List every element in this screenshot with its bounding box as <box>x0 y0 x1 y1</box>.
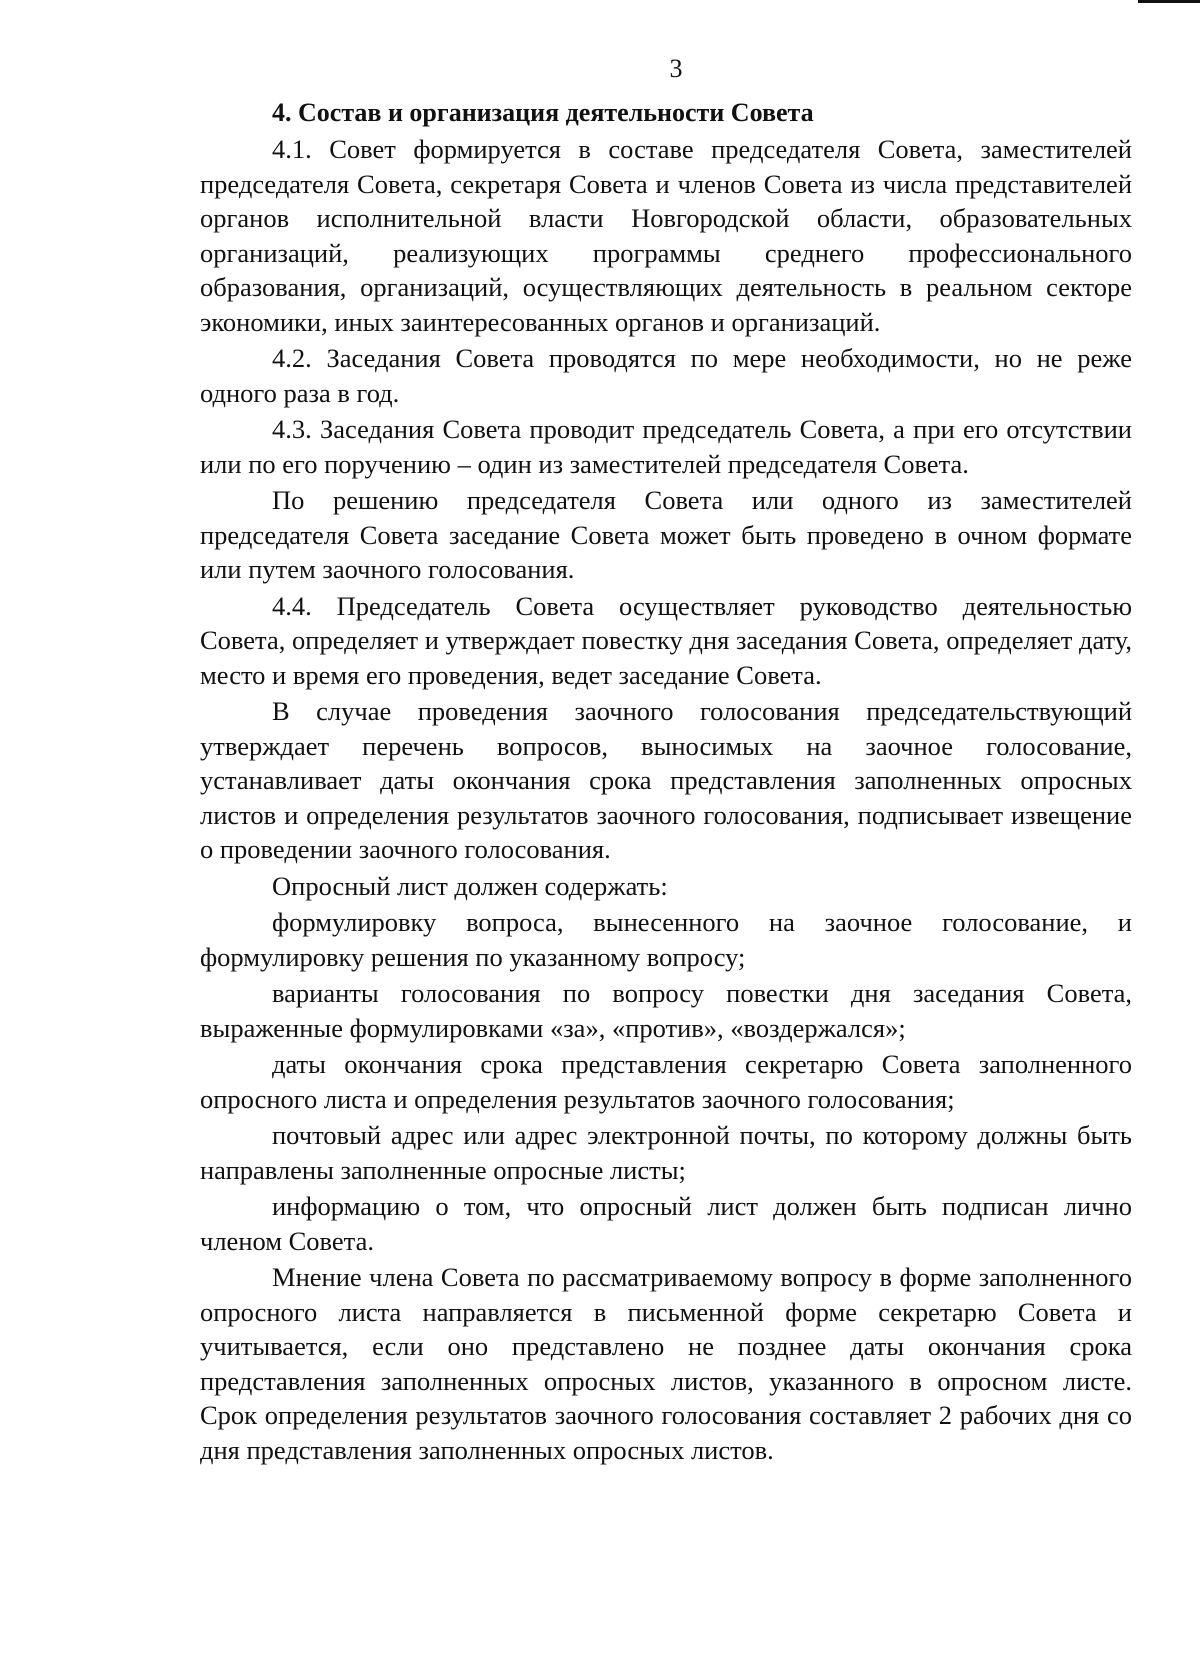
list-item-signature: информацию о том, что опросный лист должен быть подписан лично членом Совета. <box>200 1191 1132 1256</box>
list-item-deadlines: даты окончания срока представления секретарю Совета заполненного опросного листа и определения результатов заочного голосования; <box>200 1049 1132 1114</box>
paragraph-member-opinion: Мнение члена Совета по рассматриваемому вопросу в форме заполненного опросного листа направляется в письменной форме секретарю Совета и учитывается, если оно представлено не позднее даты окончания срока представления заполненных опросных листов, указанного в опросном листе. Срок определения результатов заочного голосования составляет 2 рабочих дня со дня представления заполненных опросных листов. <box>200 1262 1132 1465</box>
paragraph-4-3: 4.3. Заседания Совета проводит председатель Совета, а при его отсутствии или по его поручению – один из заместителей председателя Совета. <box>200 414 1132 479</box>
corner-mark <box>1138 0 1200 3</box>
paragraph-4-1: 4.1. Совет формируется в составе председателя Совета, заместителей председателя Совета, секретаря Совета и членов Совета из числа представителей органов исполнительной власти Новгородской области, образовательных организаций, реализующих программы среднего профессионального образования, организаций, осуществляющих деятельность в реальном секторе экономики, иных заинтересованных органов и организаций. <box>200 134 1132 337</box>
list-item-voting-options: варианты голосования по вопросу повестки дня заседания Совета, выраженные формулировками «за», «против», «воздержался»; <box>200 978 1132 1043</box>
list-item-address: почтовый адрес или адрес электронной почты, по которому должны быть направлены заполненные опросные листы; <box>200 1120 1132 1185</box>
paragraph-4-4: 4.4. Председатель Совета осуществляет руководство деятельностью Совета, определяет и утверждает повестку дня заседания Совета, определяет дату, место и время его проведения, ведет заседание Совета. <box>200 590 1132 690</box>
section-title: 4. Состав и организация деятельности Совета <box>272 98 814 127</box>
paragraph-meeting-format: По решению председателя Совета или одного из заместителей председателя Совета заседание Совета может быть проведено в очном формате или путем заочного голосования. <box>200 485 1132 584</box>
page-number: 3 <box>669 54 683 83</box>
document-page <box>200 52 1132 1467</box>
list-item-question-wording: формулировку вопроса, вынесенного на заочное голосование, и формулировку решения по указанному вопросу; <box>200 907 1132 972</box>
paragraph-4-2: 4.2. Заседания Совета проводятся по мере необходимости, но не реже одного раза в год. <box>200 343 1132 408</box>
paragraph-absentee-voting: В случае проведения заочного голосования председательствующий утверждает перечень вопросов, выносимых на заочное голосование, устанавливает даты окончания срока представления заполненных опросных листов и определения результатов заочного голосования, подписывает извещение о проведении заочного голосования. <box>200 696 1132 864</box>
paragraph-questionnaire-intro: Опросный лист должен содержать: <box>272 870 668 901</box>
